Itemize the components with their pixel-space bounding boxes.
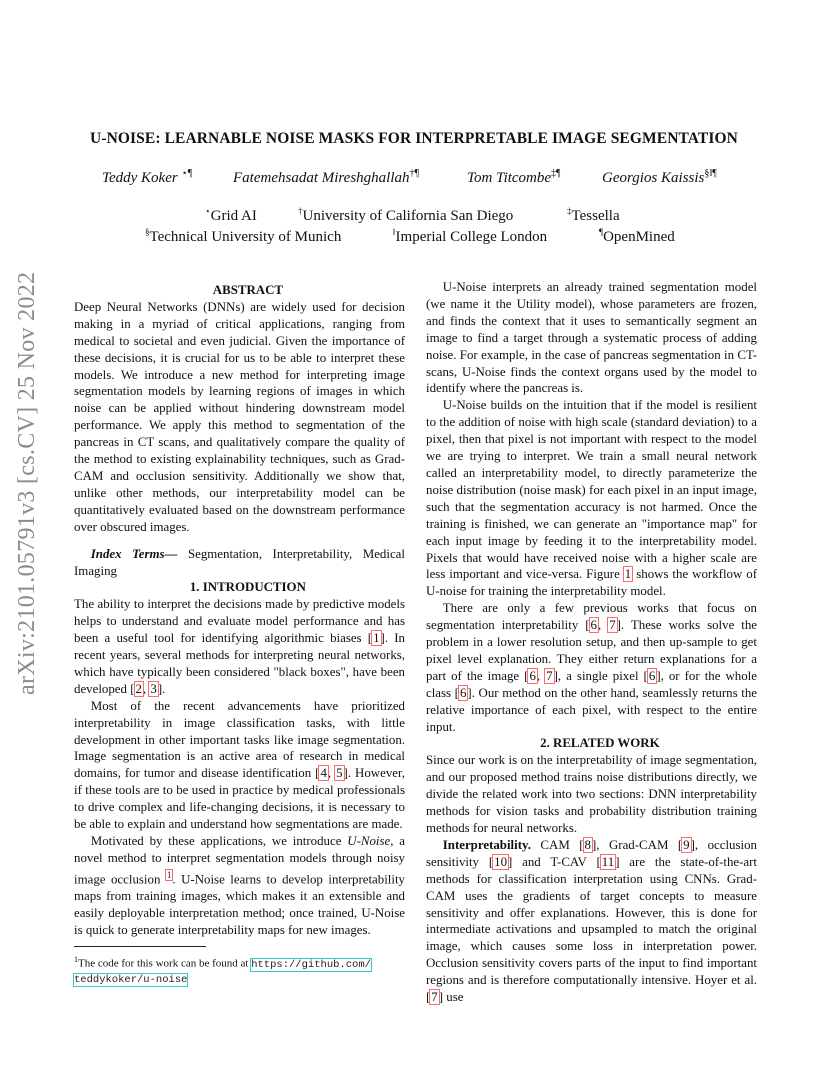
author-2: Fatemehsadat Mireshghallah†¶: [233, 168, 420, 186]
citation-link[interactable]: 2: [135, 681, 142, 696]
figure-link[interactable]: 1: [624, 567, 632, 582]
intro-paragraph-3: Motivated by these applications, we introduce U-Noise, a novel method to interpret segmentation models through noisy image occlusion $^1$. U-Noise learns to develop interpretability maps from training images, which makes it an extensible and easily deployable interpretation method; once trained, U-Noise is quick to generate interpretability maps for new images.: [74, 834, 405, 937]
related-work-heading: 2. RELATED WORK: [540, 736, 660, 751]
paper-title: U-NOISE: LEARNABLE NOISE MASKS FOR INTERPRETABLE IMAGE SEGMENTATION: [90, 130, 738, 147]
citation-link[interactable]: 11: [601, 854, 615, 869]
index-terms: Index Terms— Segmentation, Interpretability, Medical Imaging: [74, 546, 405, 578]
affiliation-tum: §Technical University of Munich: [145, 227, 342, 245]
author-4: Georgios Kaissis§‖¶: [602, 168, 717, 186]
citation-link[interactable]: 7: [546, 668, 553, 683]
code-url-link[interactable]: https://github.com/: [251, 958, 371, 971]
right-paragraph-2: U-Noise builds on the intuition that if the model is resilient to the addition of noise with high scale (standard deviation) to a pixel, then that pixel is not important with respect to the model we are trying to interpret. We train a small neural network called an interpretability model, to directly parameterize the noise distribution (noise mask) for each pixel in an input image, such that the segmentation accuracy is not harmed. Once the training is finished, we can generate an "importance map" for each input image by feeding it to the interpretability model. Pixels that would have received noise with a higher scale are less important and vice-versa. Figure 1 shows the workflow of U-noise for training the interpretability model.: [426, 398, 757, 599]
footnote-link[interactable]: 1: [166, 869, 172, 880]
citation-link[interactable]: 10: [494, 854, 508, 869]
intro-paragraph-1: The ability to interpret the decisions made by predictive models helps to understand and evaluate model performance and has been a useful tool for identifying algorithmic biases [1]. In recent years, several methods for interpreting neural networks, which have typically been considered "black boxes", have been developed [2, 3].: [74, 597, 405, 696]
right-paragraph-3: There are only a few previous works that focus on segmentation interpretability [6, 7]. These works solve the problem in a lower resolution setup, and then up-sample to get pixel level explanation. They either return explanations for a part of the image [6, 7], a single pixel [6], or for the whole class [6]. Our method on the other hand, seamlessly returns the relative importance of each pixel, with respect to the entire input.: [426, 601, 757, 734]
index-terms-label: Index Terms—: [90, 546, 178, 561]
code-url-link-continued[interactable]: teddykoker/u-noise: [74, 973, 188, 986]
citation-link[interactable]: 5: [336, 766, 343, 781]
affiliation-openmined: ¶OpenMined: [599, 227, 675, 245]
abstract-text: Deep Neural Networks (DNNs) are widely used for decision making in a myriad of critical applications, ranging from medical to societal and even judicial. Given the importance of these decisions, it is crucial for us to be able to interpret these models. We introduce a new method for interpreting image segmentation models by learning regions of images in which noise can be applied without hindering downstream model performance. We apply this method to segmentation of the pancreas in CT scans, and qualitatively compare the quality of the method to existing explainability techniques, such as Grad-CAM and occlusion sensitivity. Additionally we show that, unlike other methods, our interpretability model can be quantitatively evaluated based on the downstream performance over obscured images.: [74, 299, 405, 534]
introduction-heading: 1. INTRODUCTION: [189, 580, 306, 595]
left-column: [74, 282, 405, 939]
author-3: Tom Titcombe‡¶: [467, 168, 561, 186]
citation-link[interactable]: 9: [683, 837, 690, 852]
citation-link[interactable]: 3: [150, 681, 157, 696]
citation-link[interactable]: 6: [590, 618, 597, 633]
right-column: [426, 279, 757, 1006]
arxiv-identifier-stamp: arXiv:2101.05791v3 [cs.CV] 25 Nov 2022: [14, 271, 40, 695]
abstract-heading: ABSTRACT: [212, 283, 283, 297]
author-1: Teddy Koker ⋆¶: [102, 168, 193, 186]
citation-link[interactable]: 1: [373, 631, 380, 646]
citation-link[interactable]: 6: [648, 668, 656, 683]
related-paragraph-2: Interpretability. CAM [8], Grad-CAM [9], occlusion sensitivity [10] and T-CAV [11] are the state-of-the-art methods for classification interpretation using CNNs. Grad-CAM uses the gradients of target concepts to measure sensitivity and offer explanations. However, this is done for intermediate activations and upsampled to match the original image, which causes some loss in interpretation power. Occlusion sensitivity covers parts of the input to find important regions and is therefore computationally intensive. Hoyer et al. [7] use: [426, 837, 758, 1005]
intro-paragraph-2: Most of the recent advancements have prioritized interpretability in image classification tasks, with little development in other important tasks like image segmentation. Image segmentation is an active area of research in medical domains, for tumor and disease identification [4, 5]. However, if these tools are to be used in practice by medical professionals to drive complex and life-changing decisions, it is necessary to be able to explain and understand how segmentations are made.: [74, 698, 405, 832]
citation-link[interactable]: 8: [584, 837, 591, 852]
footnote: $^1$The code for this work can be found at https://github.com/ teddykoker/u-noise: [74, 955, 371, 986]
citation-link[interactable]: 6: [529, 668, 536, 683]
citation-link[interactable]: 4: [320, 766, 327, 781]
related-paragraph-1: Since our work is on the interpretability of image segmentation, and our proposed method trains noise distributions directly, we divide the related work into two sections: DNN interpretability methods for vision tasks and probability distribution training methods for neural networks.: [426, 753, 757, 835]
affiliation-ucsd: †University of California San Diego: [298, 206, 514, 224]
citation-link[interactable]: 6: [459, 685, 467, 700]
citation-link[interactable]: 7: [431, 990, 438, 1005]
affiliation-tessella: ‡Tessella: [567, 206, 620, 224]
right-paragraph-1: U-Noise interprets an already trained segmentation model (we name it the Utility model), whose parameters are frozen, and finds the context that it uses to semantically segment an image to find a target through a systematic process of adding noise. For example, in the case of pancreas segmentation in CT-scans, U-Noise finds the context organs used by the model to identify where the pancreas is.: [426, 280, 757, 396]
footnote-separator: [74, 946, 206, 947]
affiliation-grid-ai: ⋆Grid AI: [205, 206, 257, 224]
affiliation-imperial: ‖Imperial College London: [393, 227, 548, 245]
citation-link[interactable]: 7: [609, 618, 616, 633]
